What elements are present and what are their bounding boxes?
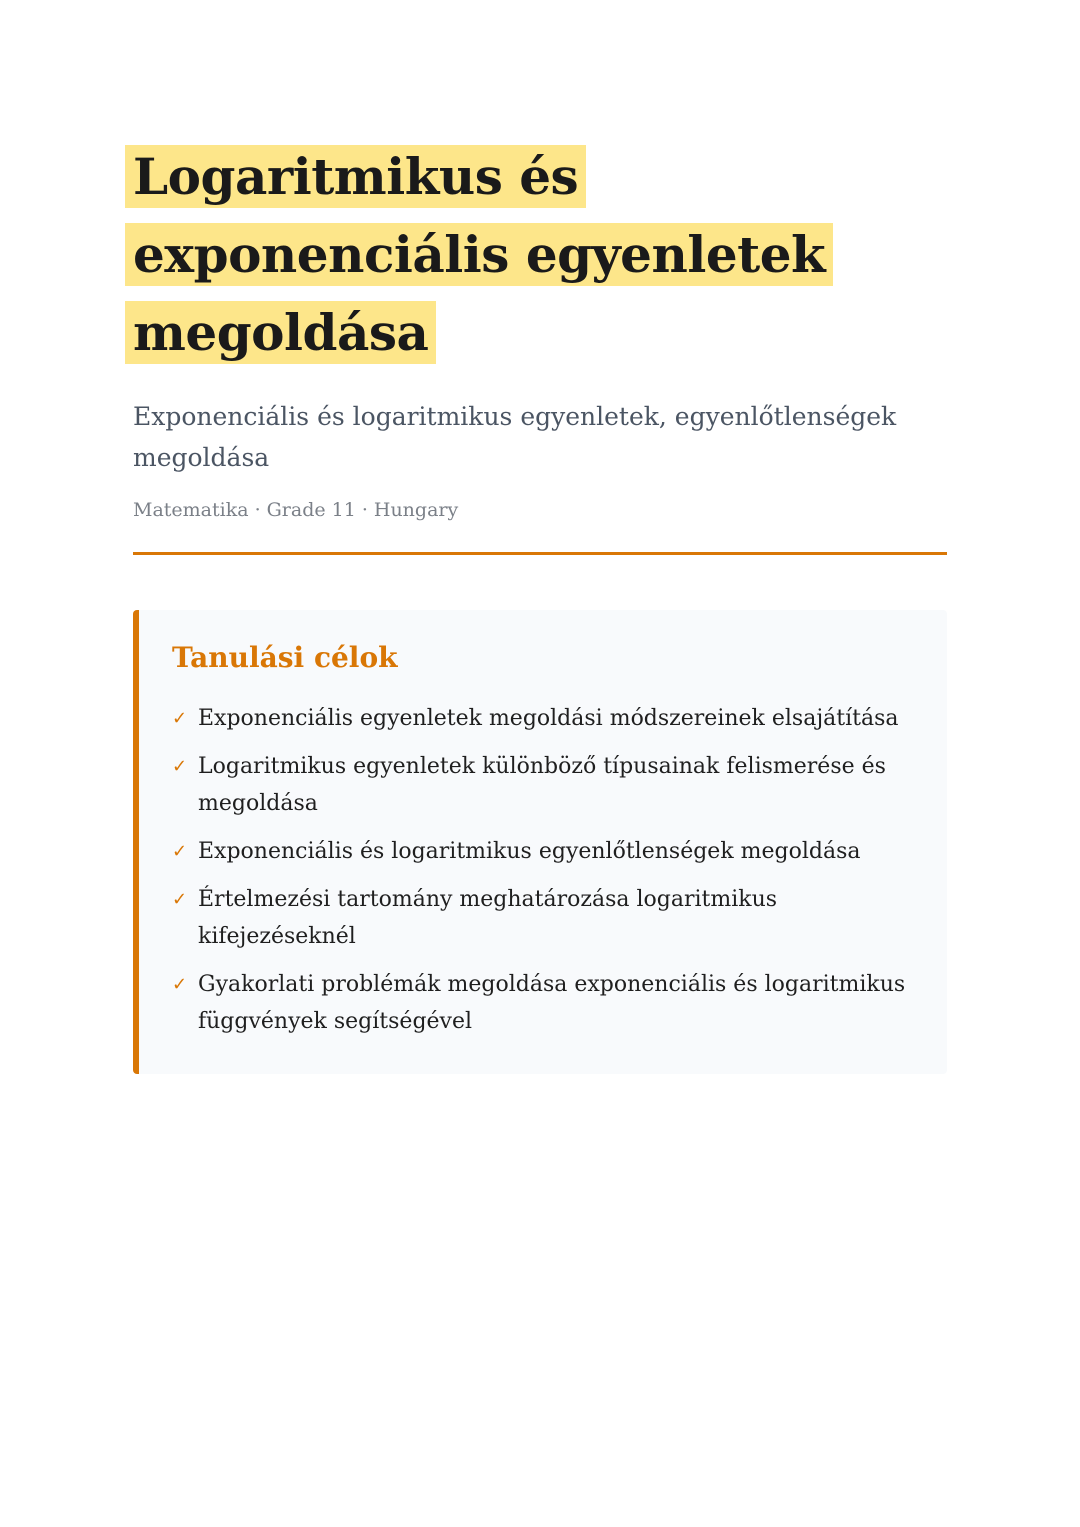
checkmark-icon: ✓ xyxy=(172,841,188,862)
checkmark-icon: ✓ xyxy=(172,708,188,729)
goal-text: Logaritmikus egyenletek különböző típusainak felismerése és megoldása xyxy=(198,754,886,816)
document-page xyxy=(133,138,947,1074)
meta-country: Hungary xyxy=(373,499,459,521)
page-subtitle: Exponenciális és logaritmikus egyenletek, egyenlőtlenségek megoldása xyxy=(133,402,897,472)
checkmark-icon: ✓ xyxy=(172,756,188,777)
header-divider xyxy=(133,552,947,555)
goal-text: Exponenciális egyenletek megoldási módszereinek elsajátítása xyxy=(198,706,899,731)
learning-goals-heading: Tanulási célok xyxy=(172,641,398,674)
meta-grade: Grade 11 xyxy=(266,499,356,521)
meta-separator: · xyxy=(361,499,368,521)
goal-text: Gyakorlati problémák megoldása exponenciális és logaritmikus függvények segítségével xyxy=(198,972,906,1034)
list-item xyxy=(172,966,917,1040)
learning-goals-list xyxy=(172,700,917,1040)
list-item xyxy=(172,748,917,822)
page-title xyxy=(133,138,947,372)
goal-text: Exponenciális és logaritmikus egyenlőtlenségek megoldása xyxy=(198,839,861,864)
goal-text: Értelmezési tartomány meghatározása logaritmikus kifejezéseknél xyxy=(198,887,778,949)
meta-subject: Matematika xyxy=(133,499,249,521)
meta-separator: · xyxy=(254,499,261,521)
learning-goals-panel xyxy=(133,610,947,1074)
list-item xyxy=(172,700,917,737)
checkmark-icon: ✓ xyxy=(172,974,188,995)
checkmark-icon: ✓ xyxy=(172,889,188,910)
list-item xyxy=(172,833,917,870)
title-highlight: Logaritmikus és exponenciális egyenletek megoldása xyxy=(125,145,833,364)
list-item xyxy=(172,881,917,955)
meta-line xyxy=(133,496,947,524)
